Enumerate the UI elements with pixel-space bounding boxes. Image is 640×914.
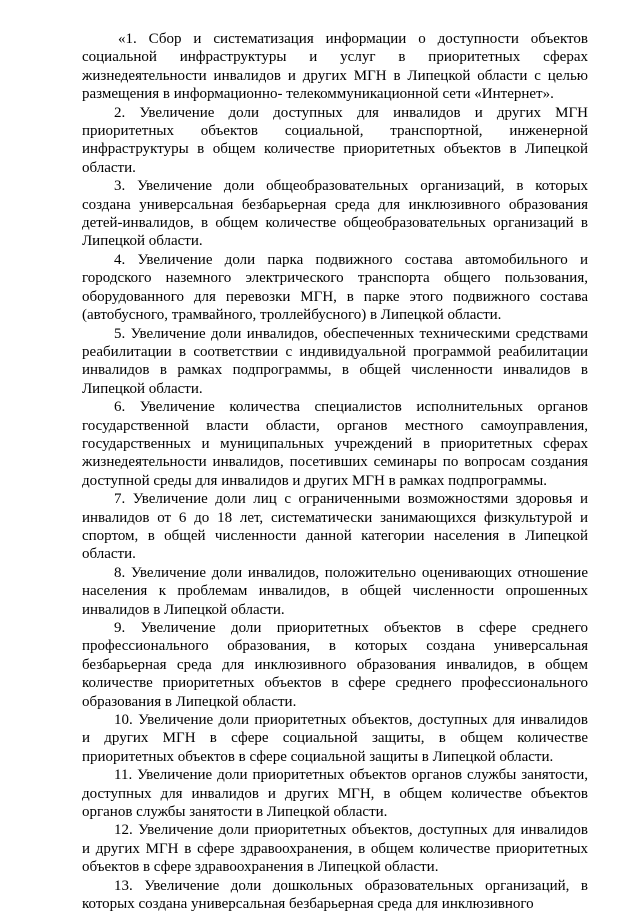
paragraph-11: 11. Увеличение доли приоритетных объектов органов службы занятости, доступных для инвалидов и других МГН, в общем количестве объектов органов службы занятости в Липецкой области. <box>82 767 588 821</box>
paragraph-8: 8. Увеличение доли инвалидов, положительно оценивающих отношение населения к проблемам инвалидов, в общей численности опрошенных инвалидов в Липецкой области. <box>82 564 588 618</box>
paragraph-1: «1. Сбор и систематизация информации о доступности объектов социальной инфраструктуры и услуг в приоритетных сферах жизнедеятельности инвалидов и других МГН в Липецкой области с целью размещения в информационно- телекоммуникационной сети «Интернет». <box>82 31 588 103</box>
document-page <box>82 30 588 914</box>
paragraph-2: 2. Увеличение доли доступных для инвалидов и других МГН приоритетных объектов социальной, транспортной, инженерной инфраструктуры в общем количестве приоритетных объектов в Липецкой области. <box>82 104 588 176</box>
paragraph-3: 3. Увеличение доли общеобразовательных организаций, в которых создана универсальная безбарьерная среда для инклюзивного образования детей-инвалидов, в общем количестве общеобразовательных организаций в Липецкой области. <box>82 178 588 250</box>
paragraph-5: 5. Увеличение доли инвалидов, обеспеченных техническими средствами реабилитации в соответствии с индивидуальной программой реабилитации инвалидов в рамках подпрограммы, в общей численности инвалидов в Липецкой области. <box>82 325 588 397</box>
paragraph-7: 7. Увеличение доли лиц с ограниченными возможностями здоровья и инвалидов от 6 до 18 лет, систематически занимающихся физкультурой и спортом, в общей численности данной категории населения в Липецкой области. <box>82 491 588 563</box>
paragraph-6: 6. Увеличение количества специалистов исполнительных органов государственной власти области, органов местного самоуправления, государственных и муниципальных учреждений в приоритетных сферах жизнедеятельности инвалидов, посетивших семинары по вопросам создания доступной среды для инвалидов и других МГН в рамках подпрограммы. <box>82 399 588 489</box>
paragraph-9: 9. Увеличение доли приоритетных объектов в сфере среднего профессионального образования, в которых создана универсальная безбарьерная среда для инклюзивного образования инвалидов, в общем количестве приоритетных объектов в сфере среднего профессионального образования в Липецкой области. <box>82 620 588 710</box>
paragraph-10: 10. Увеличение доли приоритетных объектов, доступных для инвалидов и других МГН в сфере социальной защиты, в общем количестве приоритетных объектов в сфере социальной защиты в Липецкой области. <box>82 712 588 765</box>
paragraph-13: 13. Увеличение доли дошкольных образовательных организаций, в которых создана универсальная безбарьерная среда для инклюзивного <box>82 877 588 913</box>
paragraph-12: 12. Увеличение доли приоритетных объектов, доступных для инвалидов и других МГН в сфере здравоохранения, в общем количестве приоритетных объектов в сфере здравоохранения в Липецкой области. <box>82 822 588 876</box>
paragraph-4: 4. Увеличение доли парка подвижного состава автомобильного и городского наземного электрического транспорта общего пользования, оборудованного для перевозки МГН, в парке этого подвижного состава (автобусного, трамвайного, троллейбусного) в Липецкой области. <box>82 251 588 324</box>
